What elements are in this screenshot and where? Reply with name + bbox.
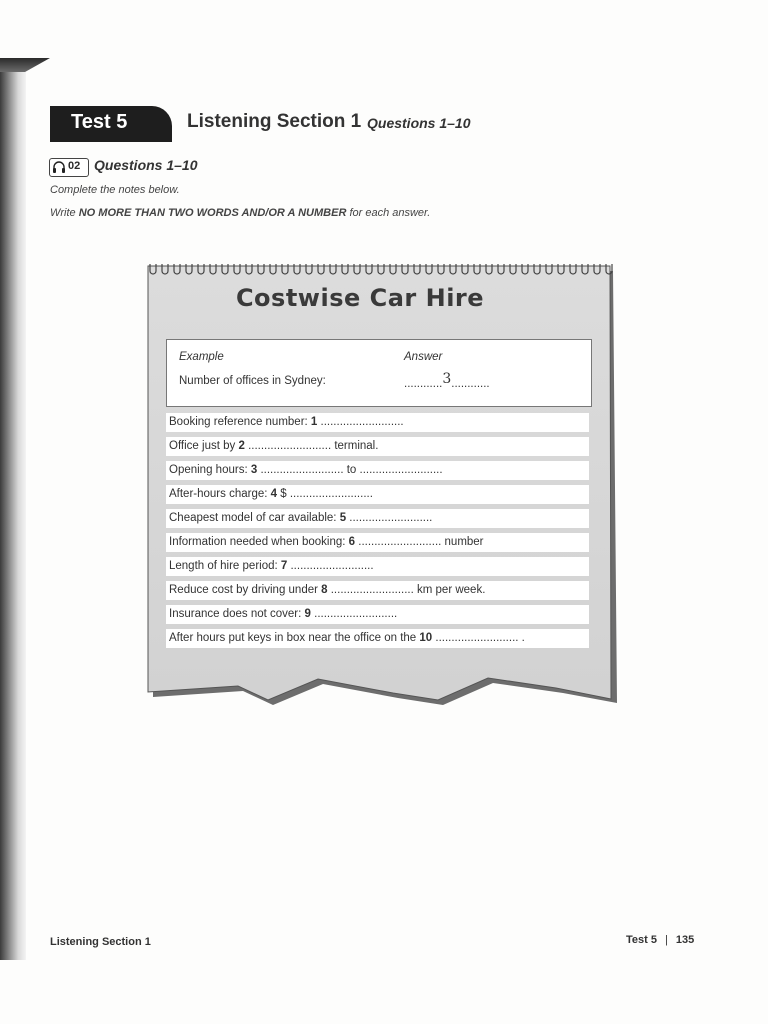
note-text: Reduce cost by driving under <box>169 584 322 596</box>
section-questions: Questions 1–10 <box>367 115 471 131</box>
note-text: After-hours charge: <box>169 488 271 500</box>
answer-blank: .......................... <box>346 512 433 524</box>
note-row-2[interactable] <box>166 437 589 456</box>
note-text: Insurance does not cover: <box>169 608 305 620</box>
example-answer-value: 3 <box>442 371 452 387</box>
answer-blank: .......................... terminal. <box>244 440 379 452</box>
footer-test-label: Test 5 <box>626 934 657 946</box>
answer-label: Answer <box>404 351 443 363</box>
note-row-9[interactable] <box>166 605 589 624</box>
note-text: After hours put keys in box near the office on the <box>169 632 420 644</box>
note-row-1[interactable] <box>166 413 589 432</box>
note-row-10[interactable] <box>166 629 589 648</box>
question-number: 8 <box>321 584 328 596</box>
answer-blank: .......................... km per week. <box>327 584 486 596</box>
question-number: 6 <box>348 536 356 548</box>
notes-title: Costwise Car Hire <box>235 284 485 312</box>
page-number: 135 <box>675 934 695 946</box>
answer-blank: .......................... . <box>432 632 525 644</box>
question-number: 1 <box>310 416 318 428</box>
note-text: Length of hire period: <box>169 560 281 572</box>
note-row-4[interactable] <box>166 485 589 504</box>
section-title: Listening Section 1 <box>187 111 362 132</box>
note-row-7[interactable] <box>166 557 589 576</box>
footer-section-label: Listening Section 1 <box>50 936 151 948</box>
answer-blank: .......................... <box>287 560 374 572</box>
note-row-8[interactable] <box>166 581 589 600</box>
instruction-suffix: for each answer. <box>346 207 431 219</box>
note-text: Opening hours: <box>169 464 251 476</box>
answer-dots-before: ............ <box>404 378 443 390</box>
instruction-prefix: Write <box>50 207 79 219</box>
answer-blank: .......................... <box>317 416 404 428</box>
answer-blank: .......................... number <box>355 536 484 548</box>
footer-separator: | <box>664 934 668 946</box>
instruction-word-limit-bold: NO MORE THAN TWO WORDS AND/OR A NUMBER <box>78 207 347 219</box>
answer-blank: $ .......................... <box>277 488 373 500</box>
footer-page-info <box>626 934 694 946</box>
note-row-3[interactable] <box>166 461 589 480</box>
question-number: 5 <box>339 512 347 524</box>
questions-heading: Questions 1–10 <box>94 157 198 173</box>
note-text: Office just by <box>169 440 239 452</box>
note-row-6[interactable] <box>166 533 589 552</box>
question-number: 3 <box>250 464 258 476</box>
instruction-complete: Complete the notes below. <box>50 184 180 196</box>
question-number: 7 <box>280 560 288 572</box>
note-text: Booking reference number: <box>169 416 311 428</box>
notepad-spiral-binding <box>146 262 614 276</box>
answer-dots-after: ............ <box>451 378 490 390</box>
example-answer <box>404 371 490 391</box>
question-number: 10 <box>419 632 433 644</box>
question-number: 4 <box>270 488 278 500</box>
answer-blank: .......................... to .......................... <box>257 464 443 476</box>
note-row-5[interactable] <box>166 509 589 528</box>
question-number: 2 <box>238 440 245 452</box>
example-box <box>166 339 592 407</box>
audio-track-number: 02 <box>68 160 81 172</box>
answer-blank: .......................... <box>310 608 398 620</box>
example-label: Example <box>179 351 224 363</box>
note-text: Cheapest model of car available: <box>169 512 340 524</box>
example-question: Number of offices in Sydney: <box>179 375 326 387</box>
note-text: Information needed when booking: <box>169 536 349 548</box>
test-tab-label: Test 5 <box>71 111 128 133</box>
question-number: 9 <box>304 608 311 620</box>
